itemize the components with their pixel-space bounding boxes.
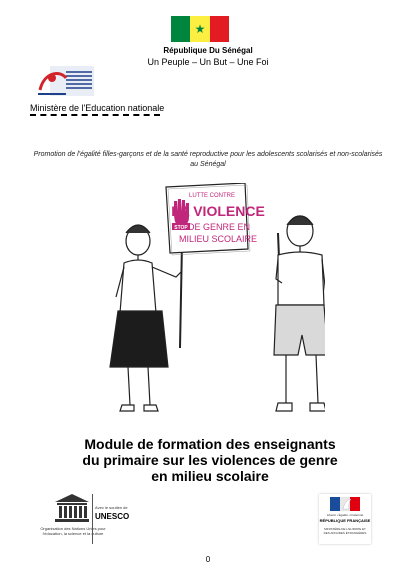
national-motto: Un Peuple – Un But – Une Foi (147, 57, 269, 67)
page-number: 0 (205, 555, 211, 564)
senegal-flag (171, 16, 229, 42)
republique-francaise-logo (319, 494, 371, 544)
support-label: Avec le soutien de (95, 505, 128, 510)
star-icon: ★ (194, 22, 206, 36)
unesco-logo (53, 492, 91, 524)
cover-illustration (100, 183, 325, 418)
sign-line-4: MILIEU SCOLAIRE (178, 234, 258, 244)
logo-divider (92, 494, 93, 544)
marianne-icon (330, 497, 360, 511)
stop-label: STOP (174, 225, 188, 231)
ministry-name: Ministère de l'Education nationale (30, 103, 165, 113)
unesco-org-text: Organisation des Nations Unies pour l'éducation, la science et la culture (40, 526, 106, 536)
project-subtitle: Promotion de l'égalité filles-garçons et de la santé reproductive pour les adolescents scolarisés et non-scolarisés au Sénégal (33, 151, 383, 168)
support-name: UNESCO (95, 512, 130, 521)
rf-motto: Liberté • Égalité • Fraternité (326, 513, 364, 517)
rf-ministry: MINISTÈRE DE L'EUROPE ET DES AFFAIRES ÉTRANGÈRES (323, 527, 367, 535)
ministry-logo (36, 64, 96, 102)
sign-line-3: DE GENRE EN (187, 222, 251, 232)
ministry-underline (30, 114, 160, 116)
module-title: Module de formation des enseignants du primaire sur les violences de genre en milieu scolaire (82, 436, 338, 484)
boy-figure (274, 216, 325, 411)
rf-name: RÉPUBLIQUE FRANÇAISE (319, 518, 371, 523)
sign-line-2: LA VIOLENCE (171, 203, 265, 219)
sign-line-1: LUTTE CONTRE (188, 193, 236, 199)
protest-sign (166, 183, 265, 255)
republic-name: République Du Sénégal (163, 46, 253, 55)
